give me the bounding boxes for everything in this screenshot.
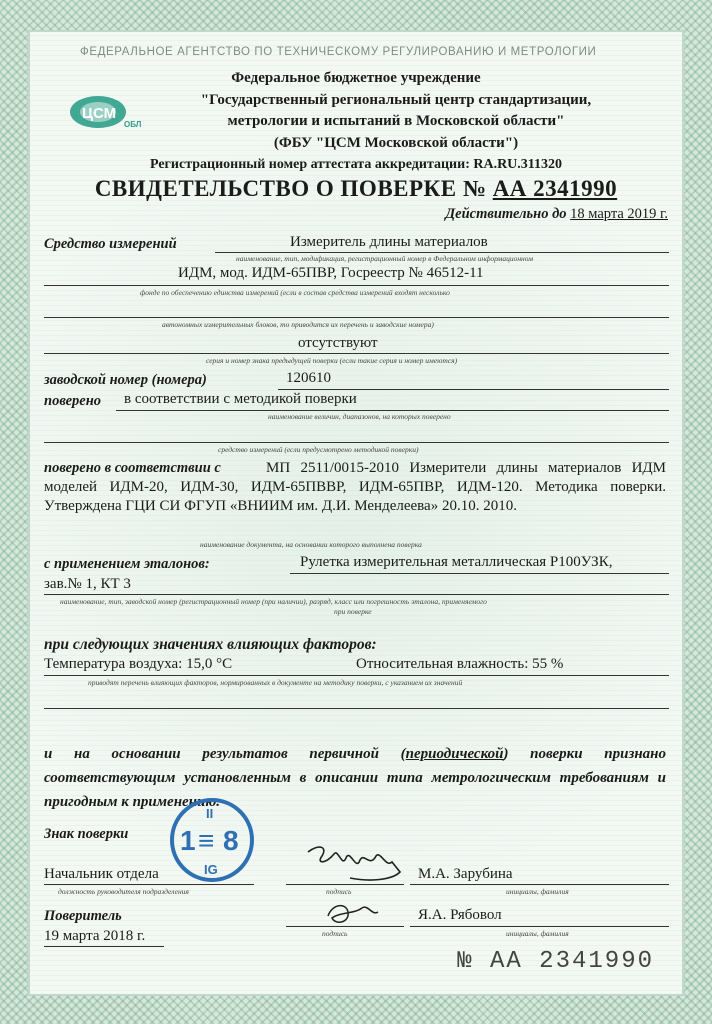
rule [44, 594, 669, 595]
org-line-1: Федеральное бюджетное учреждение [231, 70, 481, 86]
rule [410, 884, 669, 885]
hint-per-document: наименование документа, на основании которого выполнена поверка [200, 540, 422, 549]
verifier-signature [318, 896, 388, 930]
temperature-value: Температура воздуха: 15,0 °С [44, 656, 233, 672]
certificate-title [0, 176, 712, 202]
valid-label: Действительно до [445, 206, 567, 222]
org-line-2: "Государственный региональный центр стандартизации, [200, 92, 592, 108]
rule [410, 926, 669, 927]
stamp-top: II [206, 806, 214, 821]
hint-signature-2: подпись [322, 929, 348, 938]
conclusion-after: ) поверки признано соответствующим установленным в описании типа метрологическим требованиям и пригодным к применению. [44, 746, 666, 810]
hint-signature-1: подпись [326, 887, 352, 896]
hint-head-position: должность руководителя подразделения [58, 887, 189, 896]
rule [44, 884, 254, 885]
hint-instrument-3: автономных измерительных блоков, то приводится их перечень и заводские номера) [162, 320, 434, 329]
standards-value-2: зав.№ 1, КТ 3 [44, 576, 131, 592]
previous-mark-value: отсутствуют [298, 335, 378, 351]
verifier-date: 19 марта 2018 г. [44, 928, 146, 944]
head-signature [300, 838, 410, 888]
rule [116, 410, 669, 411]
rule [44, 675, 669, 676]
stamp-right: 8 [223, 825, 239, 856]
verifier-label: Поверитель [44, 908, 122, 924]
stamp-bottom: IG [204, 862, 218, 877]
rule [215, 252, 669, 253]
hint-standards-1: наименование, тип, заводской номер (регистрационный номер (при наличии), разряд, класс или погрешность эталона, применяемого [60, 597, 487, 606]
hint-verified-2: средство измерений (если предусмотрено методикой поверки) [218, 445, 419, 454]
rule [44, 708, 669, 709]
hint-previous-mark: серия и номер знака предыдущей поверки (если такие серия и номер имеются) [206, 356, 458, 365]
head-position: Начальник отдела [44, 866, 159, 882]
certificate-number: АА 2341990 [492, 176, 618, 201]
verified-per-label: поверено в соответствии с [44, 460, 221, 476]
stamp-mid: ≡ [198, 825, 215, 856]
verified-value: в соответствии с методикой поверки [124, 391, 357, 407]
standards-value-1: Рулетка измерительная металлическая Р100УЗК, [300, 554, 613, 570]
conclusion-underlined: периодической [405, 746, 504, 762]
instrument-value-2: ИДМ, мод. ИДМ-65ПВР, Госреестр № 46512-11 [178, 265, 484, 281]
rule [44, 946, 164, 947]
hint-instrument-1: наименование, тип, модификация, регистрационный номер в Федеральном информационном [236, 254, 534, 263]
valid-date: 18 марта 2019 г. [570, 206, 668, 222]
verified-label: поверено [44, 393, 102, 409]
humidity-value: Относительная влажность: 55 % [356, 656, 564, 672]
rule [44, 353, 669, 354]
rule [44, 285, 669, 286]
logo-sub: ОБЛ [124, 120, 142, 129]
title-text: СВИДЕТЕЛЬСТВО О ПОВЕРКЕ № [94, 176, 487, 201]
hint-verified-1: наименование величин, диапазонов, на которых поверено [268, 412, 451, 421]
footer-serial-number: № АА 2341990 [457, 948, 654, 975]
instrument-label: Средство измерений [44, 236, 177, 252]
rule [278, 389, 669, 390]
serial-value: 120610 [286, 370, 331, 386]
hint-name-2: инициалы, фамилия [506, 929, 569, 938]
hint-factors: приводят перечень влияющих факторов, нормированных в документе на методику поверки, с указанием их значений [88, 678, 463, 687]
logo-text: ЦСМ [82, 105, 117, 122]
org-line-3: метрологии и испытаний в Московской области" [227, 113, 565, 129]
rule [290, 573, 669, 574]
verification-stamp [168, 796, 256, 884]
factors-label: при следующих значениях влияющих факторов: [44, 636, 377, 653]
hint-name-1: инициалы, фамилия [506, 887, 569, 896]
conclusion-text [44, 742, 666, 814]
serial-label: заводской номер (номера) [44, 372, 207, 388]
hint-instrument-2: фонде по обеспечению единства измерений (если в состав средства измерений входят несколько [140, 288, 450, 297]
accreditation-number: Регистрационный номер аттестата аккредитации: RA.RU.311320 [149, 157, 563, 172]
verified-per-text: МП 2511/0015-2010 Измерители длины материалов ИДМ моделей ИДМ-20, ИДМ-30, ИДМ-65ПВВР, ИДМ-65ПВР, ИДМ-120. Методика поверки. Утверждена ГЦИ СИ ФГУП «ВНИИМ им. Д.И. Менделеева» 20.10. 2010. [44, 460, 666, 514]
hint-standards-2: при поверке [334, 607, 372, 616]
standards-label: с применением эталонов: [44, 556, 210, 572]
head-name: М.А. Зарубина [418, 866, 513, 882]
stamp-left: 1 [180, 825, 196, 856]
agency-line: ФЕДЕРАЛЬНОЕ АГЕНТСТВО ПО ТЕХНИЧЕСКОМУ РЕГУЛИРОВАНИЮ И МЕТРОЛОГИИ [80, 46, 597, 58]
verifier-name: Я.А. Рябовол [418, 907, 502, 923]
conclusion-before: и на основании результатов первичной ( [44, 746, 406, 762]
org-line-4: (ФБУ "ЦСМ Московской области") [273, 135, 519, 151]
instrument-value-1: Измеритель длины материалов [290, 234, 488, 250]
valid-until [445, 206, 668, 223]
rule [44, 317, 669, 318]
mark-label: Знак поверки [44, 826, 129, 842]
rule [44, 442, 669, 443]
